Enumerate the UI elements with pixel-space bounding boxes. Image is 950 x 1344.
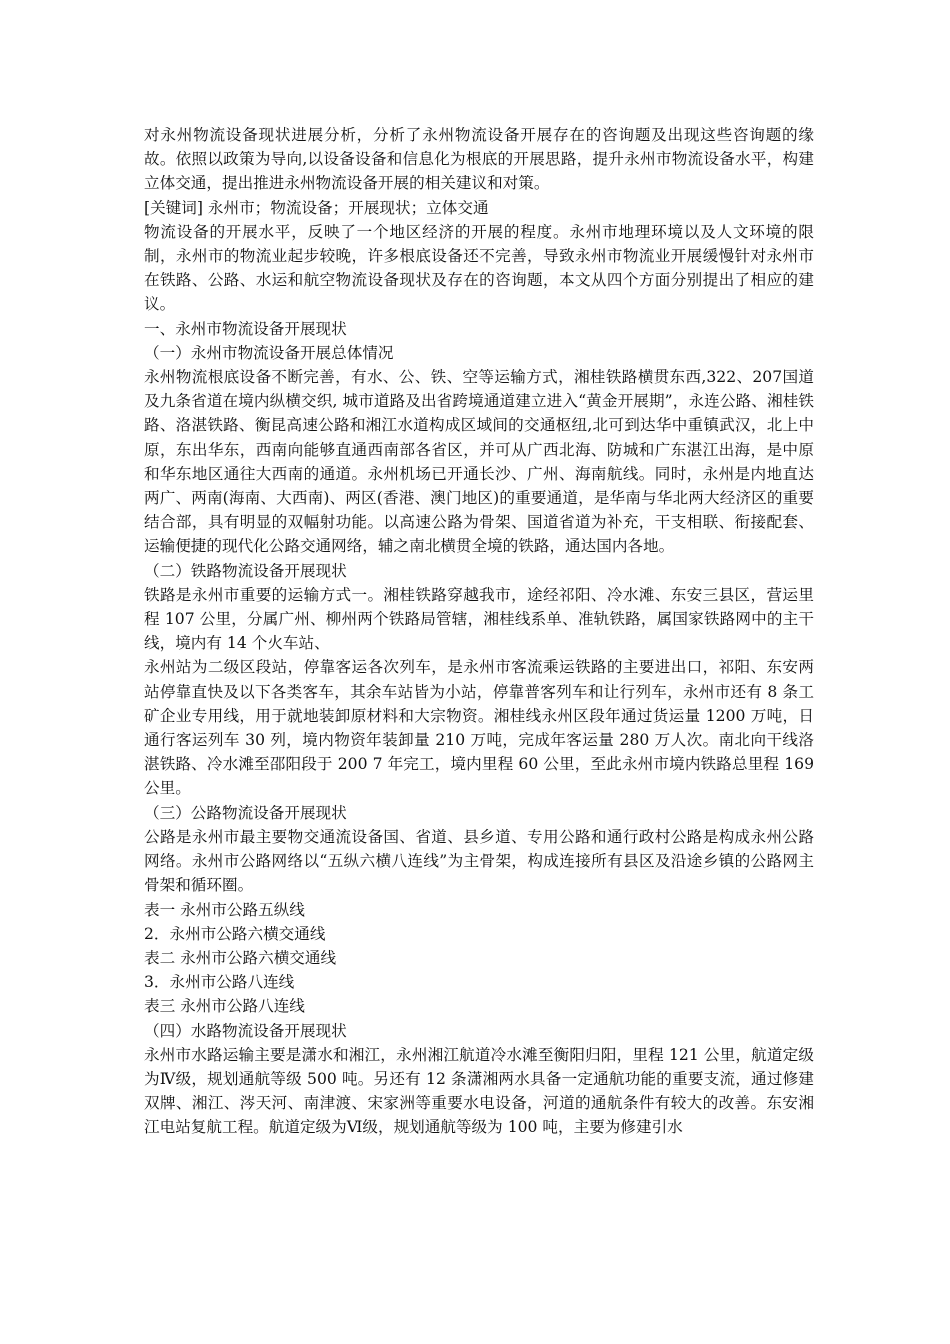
keywords-line: [关键词] 永州市；物流设备；开展现状；立体交通 bbox=[144, 198, 489, 217]
section-heading-1: 一、永州市物流设备开展现状 bbox=[144, 319, 347, 338]
subsection-heading-3: （三）公路物流设备开展现状 bbox=[144, 803, 347, 822]
overview-paragraph: 永州物流根底设备不断完善，有水、公、铁、空等运输方式，湘桂铁路横贯东西,322、207国道及九条省道在境内纵横交织, 城市道路及出省跨境通道建立进入“黄金开展期”，永连公路、湘桂铁路、洛湛铁路、衡昆高速公路和湘江水道构成区域间的交通枢纽,北可到达华中重镇武汉，北上中原，东出华东，西南向能够直通西南部各省区，并可从广西北海、防城和广东湛江出海，是中原和华东地区通往大西南的通道。永州机场已开通长沙、广州、海南航线。同时，永州是内地直达两广、两南(海南、大西南)、两区(香港、澳门地区)的重要通道，是华南与华北两大经济区的重要结合部，具有明显的双幅射功能。以高速公路为骨架、国道省道为补充，干支相联、衔接配套、运输便捷的现代化公路交通网络，辅之南北横贯全境的铁路，通达国内各地。 bbox=[144, 368, 814, 556]
subsection-heading-1: （一）永州市物流设备开展总体情况 bbox=[144, 343, 394, 362]
list-item-3: 3．永州市公路八连线 bbox=[144, 973, 295, 992]
intro-paragraph: 物流设备的开展水平，反映了一个地区经济的开展的程度。永州市地理环境以及人文环境的限制，永州市的物流业起步较晚，许多根底设备还不完善，导致永州市物流业开展缓慢针对永州市在铁路、公路、水运和航空物流设备现状及存在的咨询题，本文从四个方面分别提出了相应的建议。 bbox=[144, 222, 814, 314]
table-caption-3: 表三 永州市公路八连线 bbox=[144, 997, 305, 1016]
subsection-heading-2: （二）铁路物流设备开展现状 bbox=[144, 561, 347, 580]
abstract-paragraph: 对永州物流设备现状进展分析，分析了永州物流设备开展存在的咨询题及出现这些咨询题的缘故。依照以政策为导向,以设备设备和信息化为根底的开展思路，提升永州市物流设备水平，构建立体交通，提出推进永州物流设备开展的相关建议和对策。 bbox=[144, 126, 814, 193]
table-caption-1: 表一 永州市公路五纵线 bbox=[144, 900, 305, 919]
subsection-heading-4: （四）水路物流设备开展现状 bbox=[144, 1021, 347, 1040]
railway-paragraph-1: 铁路是永州市重要的运输方式一。湘桂铁路穿越我市，途经祁阳、冷水滩、东安三县区，营运里程 107 公里，分属广州、柳州两个铁路局管辖，湘桂线系单、准轨铁路，属国家铁路网中的主干线，境内有 14 个火车站、 bbox=[144, 585, 814, 653]
railway-paragraph-2: 永州站为二级区段站，停靠客运各次列车，是永州市客流乘运铁路的主要进出口，祁阳、东安两站停靠直快及以下各类客车，其余车站皆为小站，停靠普客列车和让行列车，永州市还有 8 条工矿企业专用线，用于就地装卸原材料和大宗物资。湘桂线永州区段年通过货运量 1200 万吨，日通行客运列车 30 列，境内物资年装卸量 210 万吨，完成年客运量 280 万人次。南北向干线洛湛铁路、冷水滩至邵阳段于 200 7 年完工，境内里程 60 公里，至此永州市境内铁路总里程 169 公里。 bbox=[144, 658, 814, 798]
highway-paragraph: 公路是永州市最主要物交通流设备国、省道、县乡道、专用公路和通行政村公路是构成永州公路网络。永州市公路网络以“五纵六横八连线”为主骨架，构成连接所有县区及沿途乡镇的公路网主骨架和循环圈。 bbox=[144, 827, 814, 895]
document-page bbox=[144, 123, 814, 1140]
waterway-paragraph: 永州市水路运输主要是潇水和湘江，永州湘江航道冷水滩至衡阳归阳，里程 121 公里，航道定级为Ⅳ级，规划通航等级 500 吨。另还有 12 条潇湘两水具备一定通航功能的重要支流，通过修建双牌、湘江、涔天河、南津渡、宋家洲等重要水电设备，河道的通航条件有较大的改善。东安湘江电站复航工程。航道定级为Ⅵ级，规划通航等级为 100 吨，主要为修建引水 bbox=[144, 1045, 814, 1137]
table-caption-2: 表二 永州市公路六横交通线 bbox=[144, 948, 337, 967]
list-item-2: 2．永州市公路六横交通线 bbox=[144, 924, 326, 943]
